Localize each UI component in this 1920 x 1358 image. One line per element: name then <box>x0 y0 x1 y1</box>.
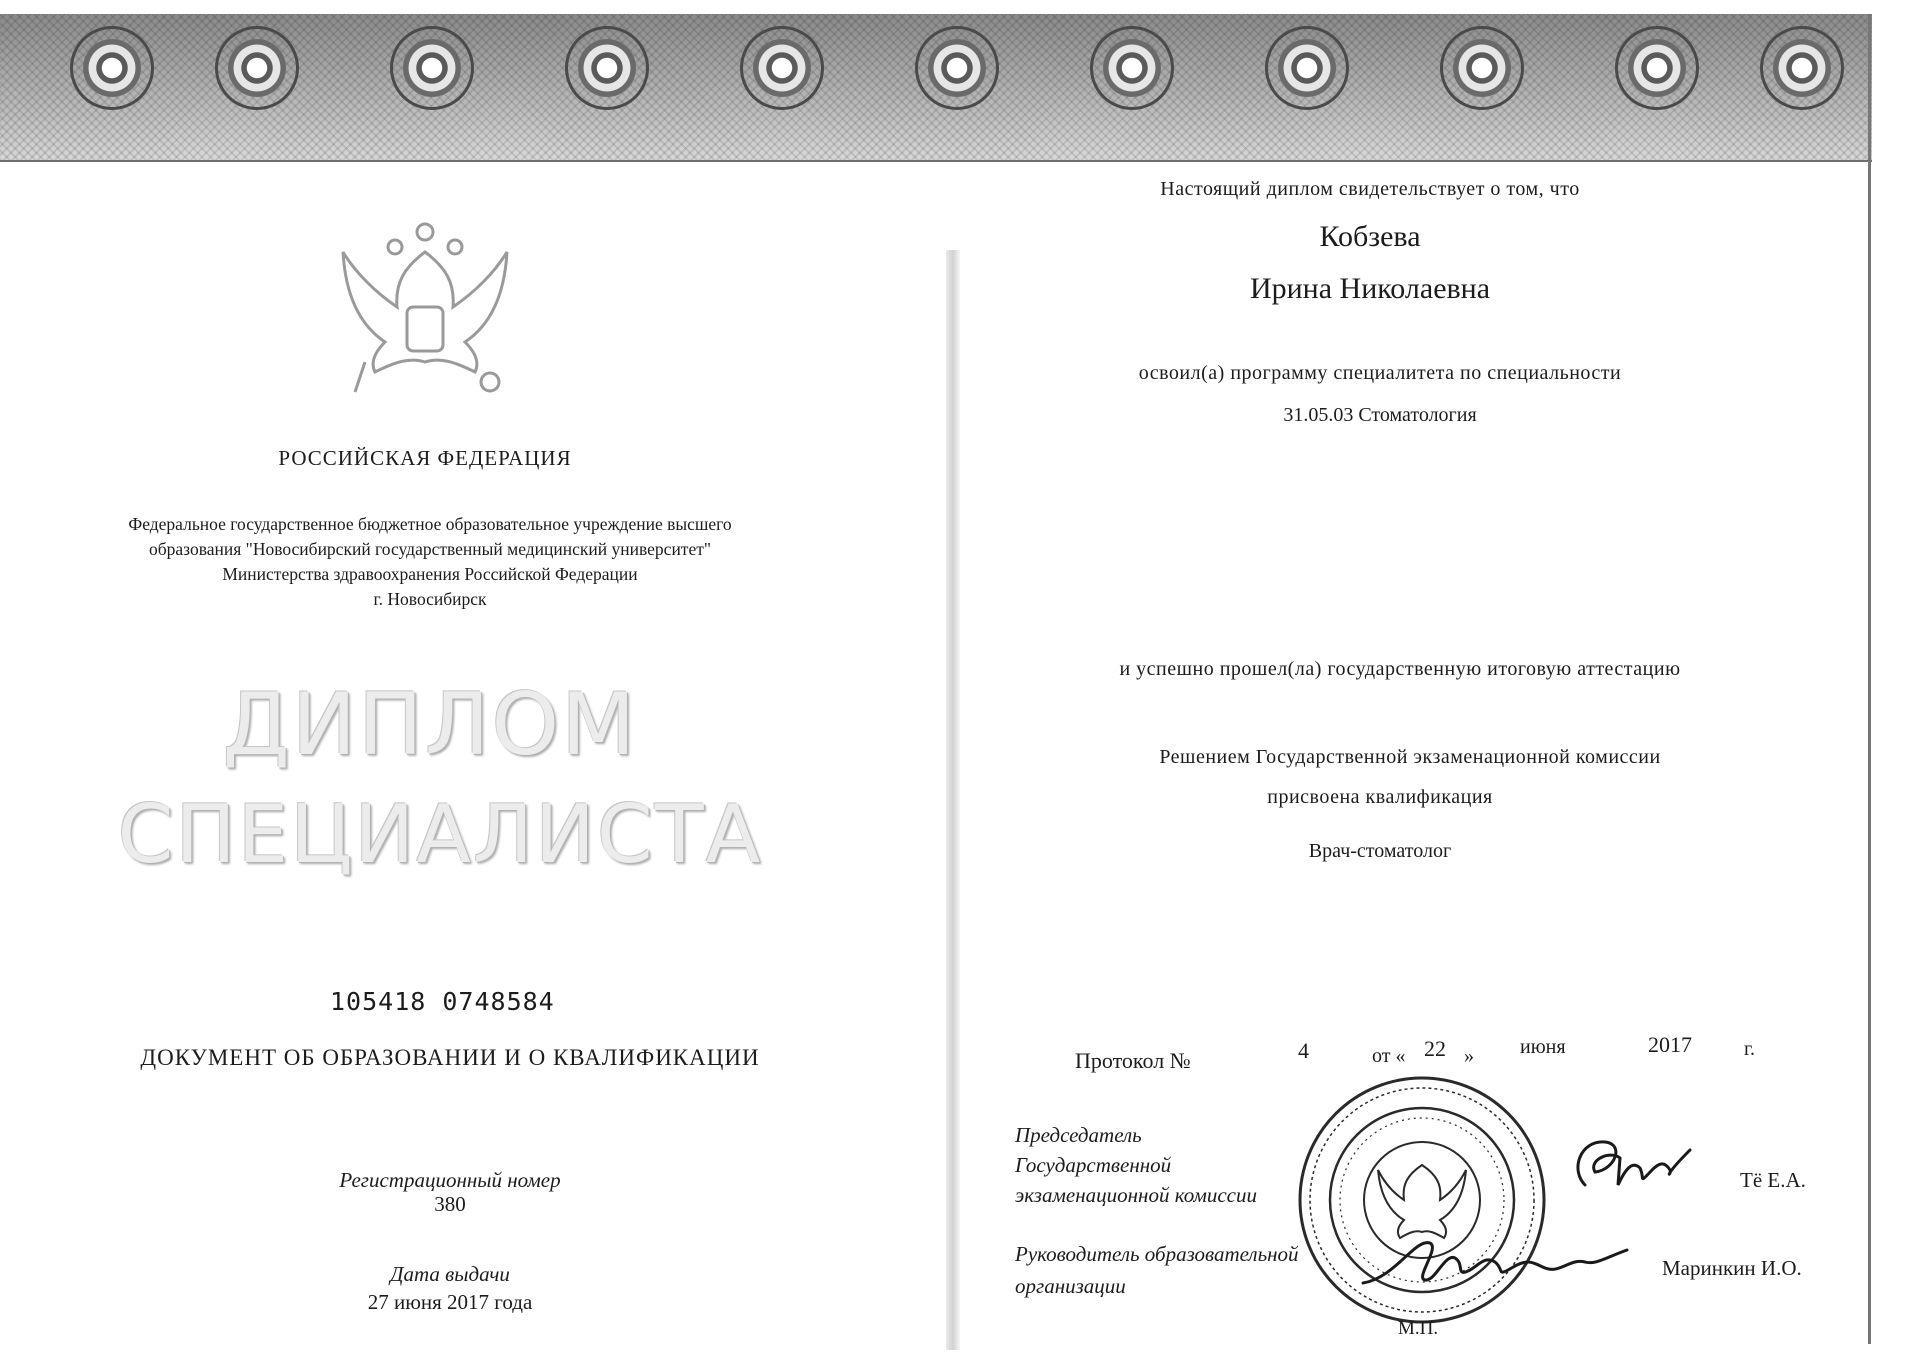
certify-line: Настоящий диплом свидетельствует о том, что <box>1160 178 1580 200</box>
head-signature <box>1355 1228 1635 1298</box>
chairman-title-line: экзаменационной комиссии <box>1015 1183 1257 1207</box>
qualification: Врач-стоматолог <box>1308 840 1452 862</box>
rosette-ornament <box>70 26 154 110</box>
protocol-number: 4 <box>1298 1038 1309 1063</box>
rosette-ornament <box>215 26 299 110</box>
graduate-given-names: Ирина Николаевна <box>1249 272 1491 305</box>
institution-line: образования "Новосибирский государственный медицинский университет" <box>148 539 712 559</box>
institution-line: г. Новосибирск <box>373 589 487 609</box>
rosette-ornament <box>390 26 474 110</box>
rosette-ornament <box>1760 26 1844 110</box>
chairman-title <box>1015 1120 1257 1210</box>
rosette-ornament <box>1615 26 1699 110</box>
page-edge <box>1868 14 1871 1344</box>
decision-line: присвоена квалификация <box>1267 786 1493 808</box>
rosette-ornament <box>740 26 824 110</box>
issue-date-label: Дата выдачи <box>390 1262 510 1286</box>
institution-block <box>40 512 820 612</box>
protocol-year: 2017 <box>1648 1032 1692 1057</box>
program-line: освоил(а) программу специалитета по специальности <box>1138 362 1622 384</box>
protocol-month: июня <box>1520 1036 1566 1058</box>
head-title-line: Руководитель образовательной <box>1015 1242 1299 1266</box>
issue-date-value: 27 июня 2017 года <box>367 1290 533 1314</box>
head-title <box>1015 1238 1299 1302</box>
chairman-name: Тё Е.А. <box>1740 1168 1806 1192</box>
institution-line: Федеральное государственное бюджетное образовательное учреждение высшего <box>128 514 732 534</box>
serial-number: 105418 0748584 <box>330 987 555 1016</box>
document-type: ДОКУМЕНТ ОБ ОБРАЗОВАНИИ И О КВАЛИФИКАЦИИ <box>140 1045 760 1070</box>
protocol-day-close: » <box>1464 1045 1474 1067</box>
institution-line: Министерства здравоохранения Российской Федерации <box>222 564 638 584</box>
country-name: РОССИЙСКАЯ ФЕДЕРАЦИЯ <box>278 446 572 470</box>
attestation-line: и успешно прошел(ла) государственную итоговую аттестацию <box>1119 658 1681 680</box>
reg-number-value: 380 <box>434 1192 466 1216</box>
protocol-label: Протокол № <box>1075 1048 1191 1073</box>
head-title-line: организации <box>1015 1274 1126 1298</box>
head-name: Маринкин И.О. <box>1662 1256 1802 1280</box>
page-fold <box>946 250 960 1350</box>
rosette-ornament <box>1090 26 1174 110</box>
reg-number-label: Регистрационный номер <box>339 1168 561 1192</box>
security-pattern-band <box>0 14 1872 162</box>
rosette-ornament <box>1265 26 1349 110</box>
chairman-signature <box>1560 1130 1700 1210</box>
rosette-ornament <box>565 26 649 110</box>
diploma-title-line1: ДИПЛОМ <box>222 675 638 775</box>
rosette-ornament <box>1440 26 1524 110</box>
seal-place-label: М.П. <box>1398 1318 1439 1339</box>
protocol-day: 22 <box>1424 1036 1446 1061</box>
protocol-year-suffix: г. <box>1744 1038 1755 1060</box>
specialty: 31.05.03 Стоматология <box>1283 404 1477 426</box>
protocol-from-label: от « <box>1372 1045 1406 1067</box>
chairman-title-line: Председатель <box>1015 1123 1142 1147</box>
diploma-title-line2: СПЕЦИАЛИСТА <box>117 788 763 881</box>
chairman-title-line: Государственной <box>1015 1153 1172 1177</box>
coat-of-arms-emblem <box>325 212 525 412</box>
rosette-ornament <box>915 26 999 110</box>
decision-line: Решением Государственной экзаменационной комиссии <box>1159 746 1661 768</box>
graduate-surname: Кобзева <box>1319 220 1421 253</box>
